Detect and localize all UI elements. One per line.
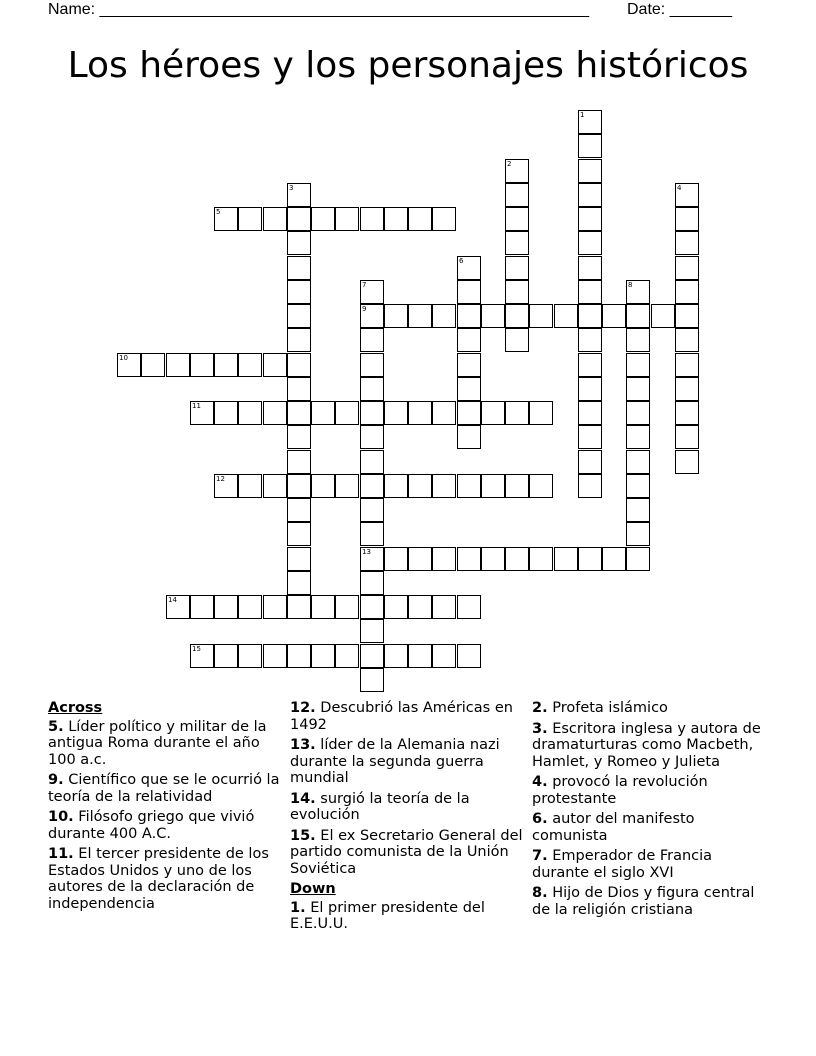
- crossword-cell[interactable]: [505, 304, 529, 328]
- crossword-cell[interactable]: [311, 595, 335, 619]
- crossword-cell[interactable]: [214, 595, 238, 619]
- cell-number: 6: [459, 257, 464, 265]
- crossword-cell[interactable]: [408, 595, 432, 619]
- crossword-cell[interactable]: [578, 450, 602, 474]
- crossword-cell[interactable]: [626, 425, 650, 449]
- crossword-cell[interactable]: [287, 183, 311, 207]
- clue-number: 1.: [290, 899, 306, 916]
- crossword-cell[interactable]: [675, 304, 699, 328]
- crossword-cell[interactable]: [505, 401, 529, 425]
- clue-text: El tercer presidente de los Estados Unidos y uno de los autores de la declaración de independencia: [48, 846, 269, 912]
- cell-number: 7: [362, 281, 367, 289]
- crossword-cell[interactable]: [384, 401, 408, 425]
- crossword-cell[interactable]: [287, 401, 311, 425]
- clue-number: 12.: [290, 700, 316, 716]
- crossword-cell[interactable]: [505, 207, 529, 231]
- crossword-cell[interactable]: [384, 595, 408, 619]
- down-clue: [532, 721, 772, 771]
- crossword-cell[interactable]: [287, 571, 311, 595]
- crossword-cell[interactable]: [578, 207, 602, 231]
- crossword-cell[interactable]: [578, 547, 602, 571]
- clue-number: 11.: [48, 846, 74, 862]
- cell-number: 10: [119, 354, 128, 362]
- crossword-cell[interactable]: [214, 353, 238, 377]
- crossword-cell[interactable]: [311, 401, 335, 425]
- crossword-cell[interactable]: [481, 304, 505, 328]
- crossword-cell[interactable]: [335, 207, 359, 231]
- clue-text: Filósofo griego que vivió durante 400 A.C.: [48, 809, 255, 842]
- clue-number: 7.: [532, 848, 548, 864]
- crossword-cell[interactable]: [626, 474, 650, 498]
- crossword-cell[interactable]: [626, 328, 650, 352]
- crossword-cell[interactable]: [335, 644, 359, 668]
- crossword-cell[interactable]: [457, 256, 481, 280]
- crossword-cell[interactable]: [214, 207, 238, 231]
- clue-column-3: [532, 700, 772, 922]
- crossword-cell[interactable]: [457, 353, 481, 377]
- down-clue: [532, 774, 772, 807]
- crossword-cell[interactable]: [578, 256, 602, 280]
- crossword-cell[interactable]: [238, 207, 262, 231]
- crossword-cell[interactable]: [190, 644, 214, 668]
- crossword-cell[interactable]: [311, 644, 335, 668]
- clue-text: Profeta islámico: [552, 700, 668, 716]
- clue-text: surgió la teoría de la evolución: [290, 790, 470, 823]
- crossword-cell[interactable]: [457, 304, 481, 328]
- crossword-cell[interactable]: [457, 425, 481, 449]
- crossword-cell[interactable]: [675, 450, 699, 474]
- across-clue: [48, 809, 283, 842]
- crossword-cell[interactable]: [432, 547, 456, 571]
- crossword-cell[interactable]: [287, 207, 311, 231]
- crossword-cell[interactable]: [384, 207, 408, 231]
- crossword-cell[interactable]: [481, 547, 505, 571]
- crossword-cell[interactable]: [360, 401, 384, 425]
- crossword-cell[interactable]: [287, 425, 311, 449]
- crossword-cell[interactable]: [578, 110, 602, 134]
- crossword-cell[interactable]: [360, 644, 384, 668]
- crossword-cell[interactable]: [675, 280, 699, 304]
- crossword-cell[interactable]: [675, 256, 699, 280]
- down-clue: [532, 848, 772, 881]
- crossword-cell[interactable]: [287, 644, 311, 668]
- crossword-cell[interactable]: [190, 353, 214, 377]
- crossword-cell[interactable]: [675, 425, 699, 449]
- name-field[interactable]: Name: _______________________________________________________: [48, 1, 589, 18]
- crossword-cell[interactable]: [287, 304, 311, 328]
- clue-number: 4.: [532, 774, 548, 790]
- crossword-cell[interactable]: [287, 377, 311, 401]
- crossword-cell[interactable]: [457, 644, 481, 668]
- crossword-cell[interactable]: [287, 231, 311, 255]
- crossword-cell[interactable]: [457, 280, 481, 304]
- crossword-cell[interactable]: [214, 644, 238, 668]
- crossword-cell[interactable]: [360, 522, 384, 546]
- cell-number: 1: [580, 111, 585, 119]
- crossword-cell[interactable]: [529, 304, 553, 328]
- crossword-cell[interactable]: [675, 401, 699, 425]
- crossword-cell[interactable]: [360, 668, 384, 692]
- crossword-cell[interactable]: [408, 474, 432, 498]
- cell-number: 13: [362, 548, 371, 556]
- crossword-cell[interactable]: [602, 304, 626, 328]
- cell-number: 3: [289, 184, 294, 192]
- across-clue: [48, 846, 283, 912]
- crossword-cell[interactable]: [578, 377, 602, 401]
- clue-number: 5.: [48, 718, 64, 735]
- across-clue: [48, 719, 283, 769]
- crossword-cell[interactable]: [675, 207, 699, 231]
- crossword-cell[interactable]: [263, 644, 287, 668]
- crossword-cell[interactable]: [505, 547, 529, 571]
- clue-number: 15.: [290, 827, 316, 844]
- crossword-cell[interactable]: [602, 547, 626, 571]
- crossword-cell[interactable]: [263, 401, 287, 425]
- crossword-cell[interactable]: [287, 280, 311, 304]
- crossword-cell[interactable]: [287, 474, 311, 498]
- cell-number: 15: [192, 645, 201, 653]
- crossword-cell[interactable]: [166, 595, 190, 619]
- down-clue: [532, 700, 772, 717]
- cell-number: 2: [507, 160, 512, 168]
- crossword-cell[interactable]: [263, 353, 287, 377]
- crossword-cell[interactable]: [360, 571, 384, 595]
- cell-number: 8: [628, 281, 633, 289]
- page-title: Los héroes y los personajes históricos: [67, 45, 749, 86]
- crossword-cell[interactable]: [408, 547, 432, 571]
- clue-text: Científico que se le ocurrió la teoría de la relatividad: [48, 772, 280, 805]
- crossword-cell[interactable]: [481, 474, 505, 498]
- across-heading: Across: [48, 700, 103, 716]
- crossword-cell[interactable]: [578, 231, 602, 255]
- clue-text: Descubrió las Américas en 1492: [290, 700, 513, 733]
- crossword-cell[interactable]: [578, 425, 602, 449]
- crossword-cell[interactable]: [505, 474, 529, 498]
- crossword-cell[interactable]: [578, 353, 602, 377]
- crossword-cell[interactable]: [287, 547, 311, 571]
- crossword-cell[interactable]: [675, 353, 699, 377]
- crossword-cell[interactable]: [578, 183, 602, 207]
- clue-column-1: [48, 700, 283, 916]
- crossword-cell[interactable]: [457, 474, 481, 498]
- crossword-cell[interactable]: [360, 353, 384, 377]
- crossword-cell[interactable]: [287, 450, 311, 474]
- crossword-cell[interactable]: [529, 547, 553, 571]
- crossword-cell[interactable]: [311, 474, 335, 498]
- crossword-cell[interactable]: [626, 547, 650, 571]
- crossword-cell[interactable]: [190, 401, 214, 425]
- crossword-cell[interactable]: [287, 256, 311, 280]
- crossword-cell[interactable]: [238, 474, 262, 498]
- crossword-cell[interactable]: [335, 474, 359, 498]
- crossword-cell[interactable]: [505, 280, 529, 304]
- crossword-cell[interactable]: [287, 522, 311, 546]
- crossword-cell[interactable]: [214, 401, 238, 425]
- across-clue: [290, 700, 525, 733]
- crossword-cell[interactable]: [626, 353, 650, 377]
- crossword-cell[interactable]: [626, 280, 650, 304]
- crossword-cell[interactable]: [360, 280, 384, 304]
- crossword-cell[interactable]: [311, 207, 335, 231]
- down-clue: [532, 811, 772, 844]
- crossword-cell[interactable]: [360, 425, 384, 449]
- crossword-cell[interactable]: [238, 644, 262, 668]
- crossword-cell[interactable]: [675, 183, 699, 207]
- crossword-cell[interactable]: [384, 547, 408, 571]
- clue-text: Emperador de Francia durante el siglo XVI: [532, 848, 713, 881]
- crossword-cell[interactable]: [457, 401, 481, 425]
- crossword-cell[interactable]: [141, 353, 165, 377]
- crossword-cell[interactable]: [505, 231, 529, 255]
- clue-text: provocó la revolución protestante: [532, 774, 708, 807]
- clue-number: 3.: [532, 720, 548, 737]
- crossword-cell[interactable]: [360, 474, 384, 498]
- crossword-cell[interactable]: [432, 304, 456, 328]
- crossword-cell[interactable]: [675, 377, 699, 401]
- crossword-cell[interactable]: [626, 304, 650, 328]
- crossword-cell[interactable]: [505, 256, 529, 280]
- crossword-cell[interactable]: [360, 450, 384, 474]
- crossword-cell[interactable]: [238, 595, 262, 619]
- crossword-cell[interactable]: [675, 231, 699, 255]
- crossword-cell[interactable]: [238, 401, 262, 425]
- crossword-cell[interactable]: [238, 353, 262, 377]
- crossword-cell[interactable]: [335, 401, 359, 425]
- crossword-cell[interactable]: [190, 595, 214, 619]
- cell-number: 12: [216, 475, 225, 483]
- crossword-cell[interactable]: [432, 207, 456, 231]
- crossword-cell[interactable]: [554, 304, 578, 328]
- cell-number: 14: [168, 596, 177, 604]
- clue-text: autor del manifesto comunista: [532, 811, 695, 844]
- clue-column-2: [290, 700, 525, 937]
- crossword-cell[interactable]: [432, 474, 456, 498]
- crossword-cell[interactable]: [626, 498, 650, 522]
- crossword-cell[interactable]: [578, 328, 602, 352]
- cell-number: 9: [362, 305, 367, 313]
- crossword-cell[interactable]: [263, 595, 287, 619]
- crossword-cell[interactable]: [263, 474, 287, 498]
- crossword-cell[interactable]: [214, 474, 238, 498]
- crossword-cell[interactable]: [505, 183, 529, 207]
- crossword-cell[interactable]: [408, 207, 432, 231]
- crossword-cell[interactable]: [287, 498, 311, 522]
- crossword-cell[interactable]: [384, 644, 408, 668]
- clue-number: 9.: [48, 772, 64, 788]
- crossword-cell[interactable]: [505, 328, 529, 352]
- crossword-cell[interactable]: [626, 401, 650, 425]
- across-clue: [290, 791, 525, 824]
- crossword-cell[interactable]: [408, 644, 432, 668]
- crossword-cell[interactable]: [651, 304, 675, 328]
- crossword-cell[interactable]: [166, 353, 190, 377]
- crossword-cell[interactable]: [360, 547, 384, 571]
- clue-text: Líder político y militar de la antigua Roma durante el año 100 a.c.: [48, 718, 267, 768]
- clue-number: 6.: [532, 811, 548, 827]
- crossword-cell[interactable]: [675, 328, 699, 352]
- clue-text: El ex Secretario General del partido comunista de la Unión Soviética: [290, 827, 523, 877]
- crossword-cell[interactable]: [578, 474, 602, 498]
- crossword-cell[interactable]: [626, 522, 650, 546]
- crossword-cell[interactable]: [360, 328, 384, 352]
- clue-text: Hijo de Dios y figura central de la religión cristiana: [532, 885, 755, 918]
- crossword-cell[interactable]: [360, 498, 384, 522]
- crossword-cell[interactable]: [481, 401, 505, 425]
- crossword-cell[interactable]: [287, 353, 311, 377]
- clue-text: Escritora inglesa y autora de dramaturturas como Macbeth, Hamlet, y Romeo y Julieta: [532, 720, 761, 770]
- crossword-cell[interactable]: [117, 353, 141, 377]
- crossword-cell[interactable]: [529, 401, 553, 425]
- cell-number: 5: [216, 208, 221, 216]
- crossword-cell[interactable]: [432, 401, 456, 425]
- crossword-cell[interactable]: [384, 304, 408, 328]
- clue-text: El primer presidente del E.E.U.U.: [290, 899, 485, 932]
- across-clue: [290, 828, 525, 878]
- clue-text: líder de la Alemania nazi durante la segunda guerra mundial: [290, 737, 500, 786]
- down-clue: [532, 885, 772, 918]
- crossword-cell[interactable]: [287, 595, 311, 619]
- down-heading: Down: [290, 881, 336, 897]
- crossword-cell[interactable]: [360, 595, 384, 619]
- clue-number: 13.: [290, 737, 316, 753]
- across-clue: [48, 772, 283, 805]
- crossword-cell[interactable]: [457, 328, 481, 352]
- crossword-cell[interactable]: [408, 401, 432, 425]
- down-clue: [290, 900, 525, 933]
- crossword-cell[interactable]: [578, 134, 602, 158]
- crossword-cell[interactable]: [432, 595, 456, 619]
- crossword-cell[interactable]: [529, 474, 553, 498]
- crossword-cell[interactable]: [408, 304, 432, 328]
- crossword-cell[interactable]: [263, 207, 287, 231]
- crossword-cell[interactable]: [626, 377, 650, 401]
- crossword-cell[interactable]: [360, 304, 384, 328]
- clue-number: 2.: [532, 700, 548, 716]
- clue-number: 10.: [48, 809, 74, 825]
- crossword-cell[interactable]: [626, 450, 650, 474]
- crossword-cell[interactable]: [457, 547, 481, 571]
- crossword-cell[interactable]: [578, 159, 602, 183]
- crossword-cell[interactable]: [578, 304, 602, 328]
- crossword-cell[interactable]: [432, 644, 456, 668]
- clue-number: 8.: [532, 885, 548, 901]
- crossword-cell[interactable]: [457, 595, 481, 619]
- across-clue: [290, 737, 525, 787]
- clue-number: 14.: [290, 790, 316, 807]
- crossword-cell[interactable]: [360, 207, 384, 231]
- crossword-cell[interactable]: [335, 595, 359, 619]
- crossword-cell[interactable]: [360, 619, 384, 643]
- date-field[interactable]: Date: _______: [627, 1, 732, 18]
- crossword-cell[interactable]: [578, 401, 602, 425]
- cell-number: 11: [192, 402, 201, 410]
- cell-number: 4: [677, 184, 682, 192]
- crossword-cell[interactable]: [360, 377, 384, 401]
- crossword-cell[interactable]: [505, 159, 529, 183]
- crossword-cell[interactable]: [578, 280, 602, 304]
- crossword-cell[interactable]: [457, 377, 481, 401]
- crossword-cell[interactable]: [384, 474, 408, 498]
- crossword-cell[interactable]: [554, 547, 578, 571]
- crossword-cell[interactable]: [287, 328, 311, 352]
